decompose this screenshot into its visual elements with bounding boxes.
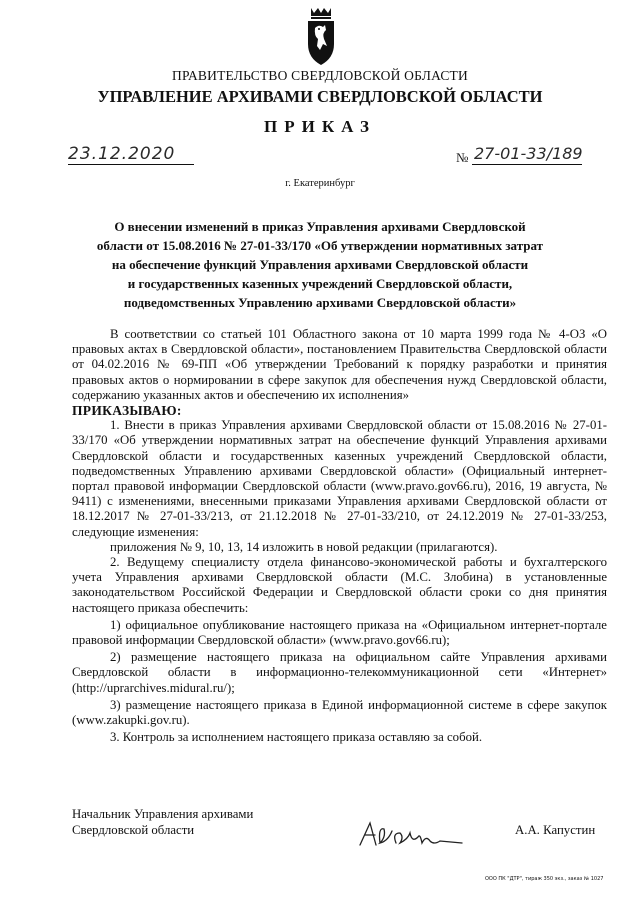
order-subject [0, 217, 640, 312]
item-2-3-paragraph: 3) размещение настоящего приказа в Единой информационной системе в сфере закупок (www.zakupki.gov.ru). [72, 697, 607, 728]
date-underline [68, 164, 194, 165]
coat-of-arms-emblem [305, 6, 337, 68]
number-sign: № [456, 150, 469, 165]
position-line: Свердловской области [72, 822, 195, 837]
decree-heading: ПРИКАЗЫВАЮ: [72, 403, 182, 419]
item-2-2-paragraph: 2) размещение настоящего приказа на официальном сайте Управления архивами Свердловской области в информационно-телекоммуникационной сети «Интернет» (http://uprarchives.midural.ru/); [72, 650, 607, 695]
order-number: 27-01-33/189 [474, 144, 583, 163]
department-name: УПРАВЛЕНИЕ АРХИВАМИ СВЕРДЛОВСКОЙ ОБЛАСТИ [97, 87, 543, 106]
document-type-title: ПРИКАЗ [264, 117, 376, 136]
item-3-paragraph: 3. Контроль за исполнением настоящего приказа оставляю за собой. [110, 730, 483, 745]
item-2-paragraph: 2. Ведущему специалисту отдела финансово-экономической работы и бухгалтерского учета Управления архивами Свердловской области (М.С. Злобина) в установленные законодательством Российской Федерации и Свердловской области сроки со дня принятия настоящего приказа обеспечить: [72, 555, 607, 615]
preamble-paragraph: В соответствии со статьей 101 Областного закона от 10 марта 1999 года № 4-ОЗ «О правовых актах в Свердловской области», постановлением Правительства Свердловской области от 04.02.2016 № 69-ПП «Об утверждении Требований к порядку разработки и принятия правовых актов о нормировании в сфере закупок для обеспечения нужд Свердловской области, содержанию указанных актов и обеспечению их исполнения» [72, 327, 607, 402]
order-body [72, 327, 607, 745]
number-underline [472, 164, 582, 165]
item-2-1-paragraph: 1) официальное опубликование настоящего приказа на «Официальном интернет-портале правовой информации Свердловской области» (www.pravo.gov66.ru); [72, 617, 607, 648]
subject-line: области от 15.08.2016 № 27-01-33/170 «Об утверждении нормативных затрат [96, 238, 544, 253]
signatory-position [72, 807, 253, 838]
subject-line: подведомственных Управлению архивами Свердловской области» [123, 295, 517, 310]
item-1-paragraph: 1. Внести в приказ Управления архивами Свердловской области от 15.08.2016 № 27-01-33/170 «Об утверждении нормативных затрат на обеспечение функций Управления архивами Свердловской области и государственных казенных учреждений Свердловской области, подведомственных Управлению архивами Свердловской области» (Официальный интернет-портал правовой информации Свердловской области (www.pravo.gov66.ru), 2016, 19 августа, № 9411) с изменениями, внесенными приказами Управления архивами Свердловской области от 18.12.2017 № 27-01-33/213, от 21.12.2018 № 27-01-33/210, от 24.12.2019 № 27-01-33/253, следующие изменения: [72, 418, 607, 539]
position-line: Начальник Управления архивами [72, 807, 254, 821]
government-name: ПРАВИТЕЛЬСТВО СВЕРДЛОВСКОЙ ОБЛАСТИ [172, 68, 468, 83]
subject-line: и государственных казенных учреждений Свердловской области, [127, 276, 513, 291]
item-1-subparagraph: приложения № 9, 10, 13, 14 изложить в новой редакции (прилагаются). [110, 539, 498, 554]
city-name: г. Екатеринбург [285, 178, 355, 189]
subject-line: О внесении изменений в приказ Управления архивами Свердловской [114, 219, 526, 234]
order-date: 23.12.2020 [68, 144, 176, 164]
handwritten-signature [356, 815, 468, 855]
print-info: ООО ПК "ДТР", тираж 350 экз., заказ № 1027 [485, 876, 604, 882]
signatory-name: А.А. Капустин [515, 823, 596, 837]
subject-line: на обеспечение функций Управления архивами Свердловской области [111, 257, 529, 272]
